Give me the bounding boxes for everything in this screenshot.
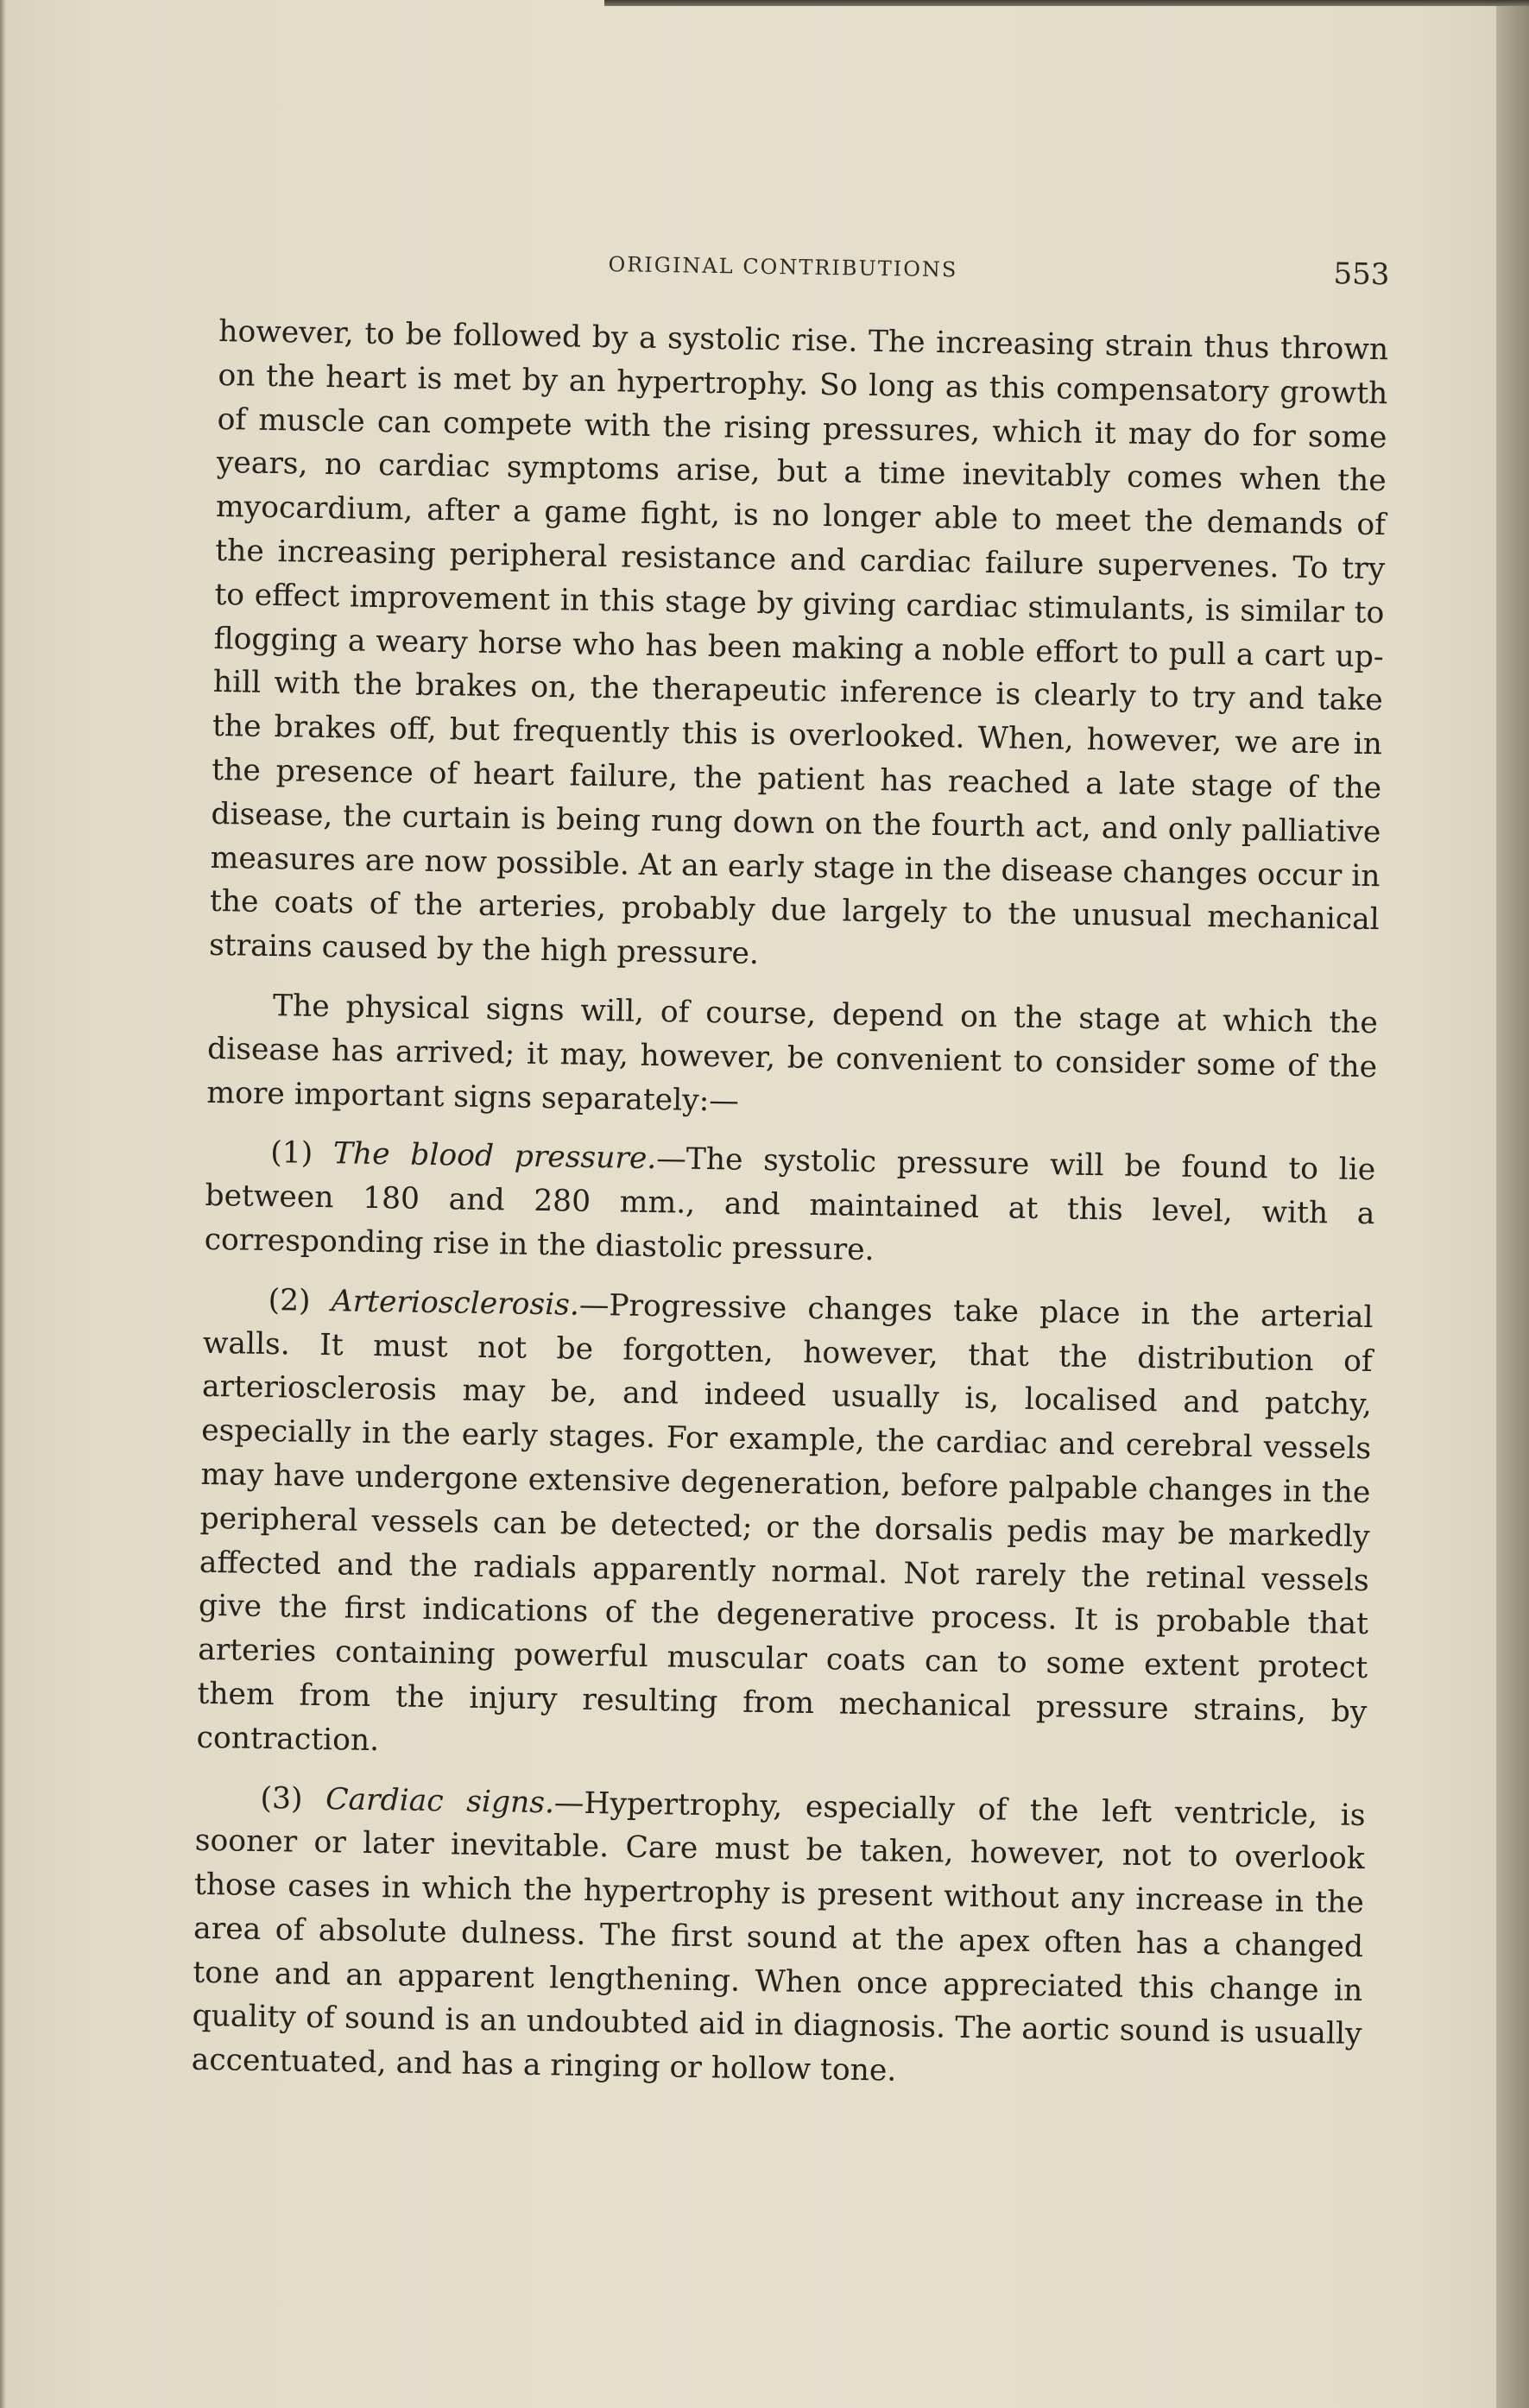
page-top-edge (604, 0, 1529, 6)
item-number: (1) (270, 1135, 313, 1172)
item-body: —Hypertrophy, especially of the left ventricle, is sooner or later inevitable. Care must be taken, however, not to overlook those cases in which the hypertrophy is present without any increase in the area of absolute dulness. The first sound at the apex often has a changed tone and an apparent lengthening. When once appreciated this change in quality of sound is an undoubted aid in diagnosis. The aortic sound is usually accentuated, and has a ringing or hollow tone. (191, 1785, 1366, 2089)
item-heading: Arteriosclerosis. (331, 1283, 580, 1323)
paragraph-cardiac-signs (191, 1775, 1365, 2101)
page-right-edge-shadow (1496, 0, 1529, 2408)
paragraph-blood-pressure (204, 1130, 1375, 1280)
paragraph-physical-signs: The physical signs will, of course, depend on the stage at which the disease has arrived; it may, however, be convenient to consider some of the more important signs separately:— (206, 989, 1379, 1119)
page-number: 553 (1333, 256, 1390, 293)
item-heading: The blood pressure. (332, 1136, 657, 1177)
page-left-edge (0, 0, 5, 2408)
running-head (219, 237, 1390, 316)
page-content (191, 237, 1389, 2101)
item-body: —The systolic pressure will be found to lie between 180 and 280 mm., and maintained at this level, with a corresponding rise in the diastolic pressure. (204, 1141, 1376, 1267)
item-body: —Progressive changes take place in the arterial walls. It must not be forgotten, however, that the distribution of arteriosclerosis may be, and indeed usually is, localised and patchy, especially in the early stages. For example, the cardiac and cerebral vessels may have undergone extensive degeneration, before palpable changes in the peripheral vessels can be detected; or the dorsalis pedis may be markedly affected and the radials apparently normal. Not rarely the retinal vessels give the first indications of the degenerative process. It is probable that arteries containing powerful muscular coats can to some extent protect them from the injury resulting from mechanical pressure strains, by contraction. (196, 1287, 1374, 1758)
running-head-title: ORIGINAL CONTRIBUTIONS (608, 252, 958, 282)
paragraph-arteriosclerosis (196, 1278, 1374, 1779)
item-heading: Cardiac signs. (325, 1781, 555, 1820)
paragraph-continuation: however, to be followed by a systolic rise. The increasing strain thus thrown on the heart is met by an hypertrophy. So long as this compensatory growth of muscle can compete with the rising pressures, which it may do for some years, no cardiac symptoms arise, but a time inevitably comes when the myocardium, after a game fight, is no longer able to meet the demands of the increasing peripheral resistance and cardiac failure supervenes. To try to effect improvement in this stage by giving cardiac stimulants, is similar to flogging a weary horse who has been making a noble effort to pull a cart up-hill with the brakes on, the therapeutic inference is clearly to try and take the brakes off, but frequently this is overlooked. When, however, we are in the presence of heart failure, the patient has reached a late stage of the disease, the curtain is being rung down on the fourth act, and only palliative measures are now possible. At an early stage in the disease changes occur in the coats of the arteries, probably due largely to the unusual mechanical strains caused by the high pressure. (208, 313, 1389, 972)
item-number: (2) (268, 1282, 311, 1318)
item-number: (3) (260, 1780, 303, 1817)
